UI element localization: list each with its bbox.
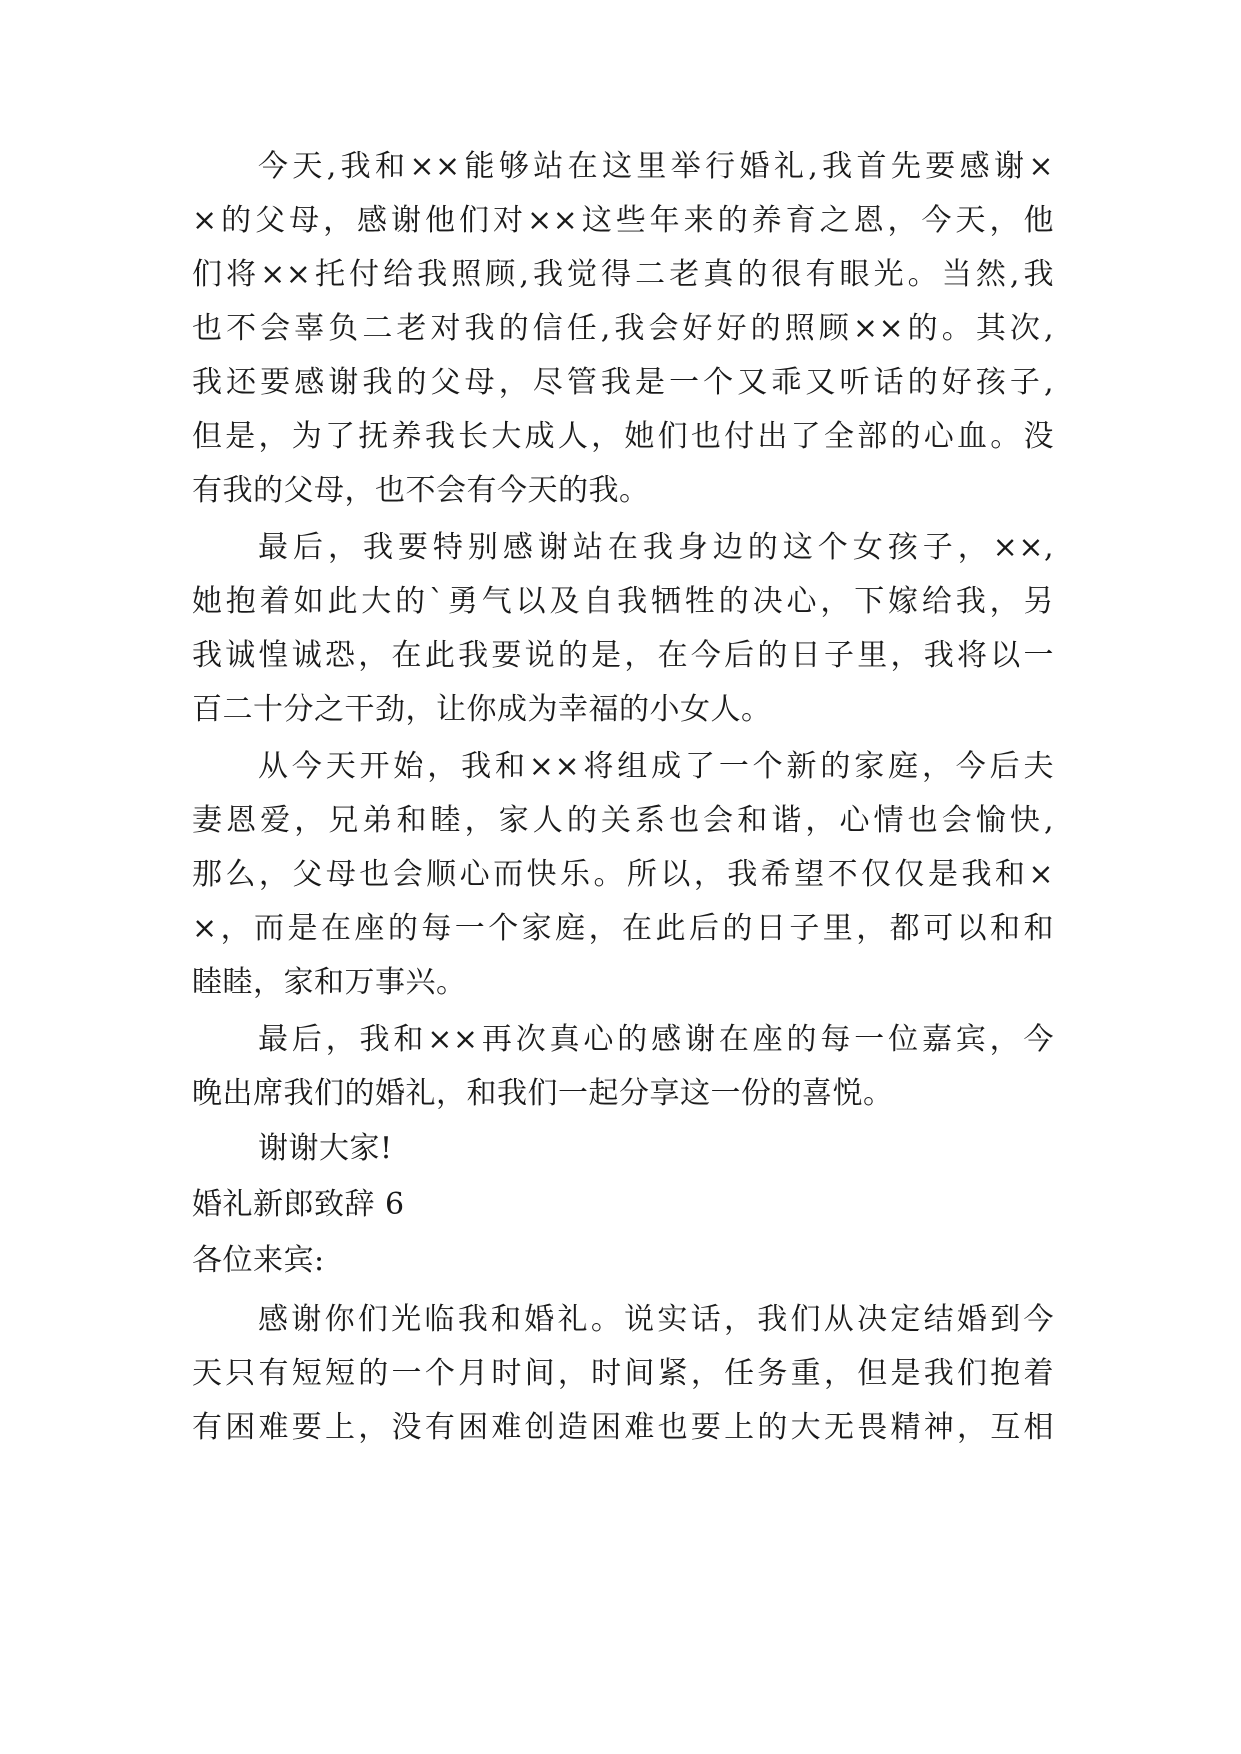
paragraph-3-line-4: ×，而是在座的每一个家庭，在此后的日子里，都可以和和 (192, 911, 1054, 946)
paragraph-3-line-5: 睦睦，家和万事兴。 (192, 965, 467, 1000)
paragraph-4-line-1: 最后，我和××再次真心的感谢在座的每一位嘉宾，今 (258, 1022, 1054, 1057)
paragraph-3-line-1: 从今天开始，我和××将组成了一个新的家庭，今后夫 (258, 749, 1054, 784)
paragraph-2-line-1: 最后，我要特别感谢站在我身边的这个女孩子，××, (258, 530, 1054, 565)
paragraph-3-line-3: 那么，父母也会顺心而快乐。所以，我希望不仅仅是我和× (192, 857, 1054, 892)
paragraph-5-line-3: 有困难要上，没有困难创造困难也要上的大无畏精神，互相 (192, 1410, 1054, 1445)
section-heading: 婚礼新郎致辞 6 (192, 1187, 405, 1222)
paragraph-2-line-4: 百二十分之干劲，让你成为幸福的小女人。 (192, 692, 772, 727)
paragraph-1-line-6: 但是，为了抚养我长大成人，她们也付出了全部的心血。没 (192, 419, 1054, 454)
paragraph-1-line-2: ×的父母，感谢他们对××这些年来的养育之恩，今天，他 (192, 203, 1054, 238)
paragraph-1-line-7: 有我的父母，也不会有今天的我。 (192, 473, 650, 508)
paragraph-5-line-2: 天只有短短的一个月时间，时间紧，任务重，但是我们抱着 (192, 1356, 1054, 1391)
paragraph-2-line-2: 她抱着如此大的`勇气以及自我牺牲的决心，下嫁给我，另 (192, 584, 1054, 619)
paragraph-1-line-4: 也不会辜负二老对我的信任,我会好好的照顾××的。其次, (192, 311, 1054, 346)
paragraph-5-line-1: 感谢你们光临我和婚礼。说实话，我们从决定结婚到今 (258, 1302, 1054, 1337)
paragraph-1-line-3: 们将××托付给我照顾,我觉得二老真的很有眼光。当然,我 (192, 257, 1054, 292)
paragraph-2-line-3: 我诚惶诚恐，在此我要说的是，在今后的日子里，我将以一 (192, 638, 1054, 673)
paragraph-1-line-5: 我还要感谢我的父母，尽管我是一个又乖又听话的好孩子, (192, 365, 1054, 400)
paragraph-1-line-1: 今天,我和××能够站在这里举行婚礼,我首先要感谢× (258, 149, 1054, 184)
paragraph-4-line-2: 晚出席我们的婚礼，和我们一起分享这一份的喜悦。 (192, 1076, 894, 1111)
paragraph-3-line-2: 妻恩爱，兄弟和睦，家人的关系也会和谐，心情也会愉快, (192, 803, 1054, 838)
salutation: 各位来宾: (192, 1243, 325, 1278)
thanks-line: 谢谢大家! (258, 1131, 393, 1166)
